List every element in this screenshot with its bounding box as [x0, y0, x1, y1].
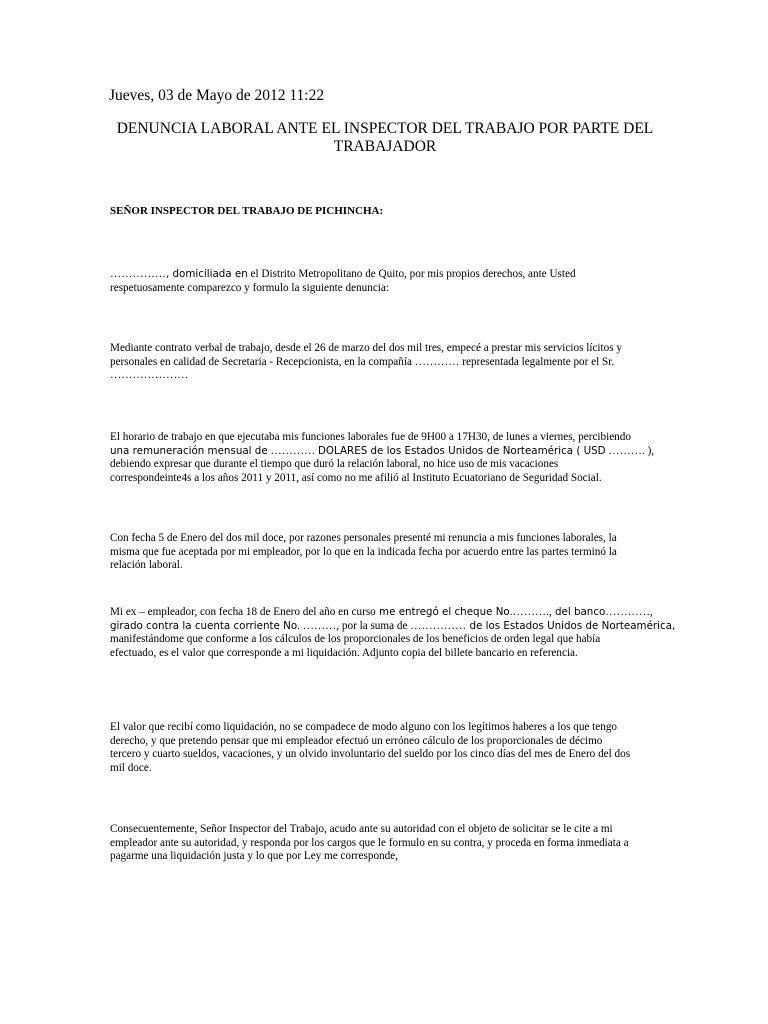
text-line: efectuado, es el valor que corresponde a mi liquidación. Adjunto copia del billete bancario en referencia. [110, 646, 578, 659]
blank-placeholder: ………… [267, 444, 318, 457]
text-line [110, 619, 676, 634]
text-line: derecho, y que pretendo pensar que mi empleador efectuó un erróneo cálculo de los proporcionales de décimo [110, 734, 603, 747]
text-line: Mediante contrato verbal de trabajo, desde el 26 de marzo del dos mil tres, empecé a prestar mis servicios lícitos y [110, 342, 622, 354]
blank-placeholder: . ………, por la suma de …………… [297, 619, 467, 632]
title-line-1: DENUNCIA LABORAL ANTE EL INSPECTOR DEL TRABAJO POR PARTE DEL [116, 120, 654, 137]
text-line: mil doce. [110, 761, 152, 774]
blank-placeholder: …………… [110, 268, 166, 280]
text-line [110, 606, 670, 620]
date-line: Jueves, 03 de Mayo de 2012 11:22 [109, 87, 325, 104]
text-line: tercero y cuarto sueldos, vacaciones, y un olvido involuntario del sueldo por los cinco días del mes de Enero del dos [110, 748, 631, 761]
text-line: personales en calidad de Secretaria - Recepcionista, en la compañía ………… representada legalmente por el Sr. [110, 355, 615, 368]
text-line: debiendo expresar que durante el tiempo que duró la relación laboral, no hice uso de mis vacaciones [110, 458, 559, 471]
text-segment: del banco [551, 606, 606, 618]
text-line [110, 445, 670, 459]
paragraph-resignation [110, 532, 670, 573]
text-line: manifestándome que conforme a los cálculos de los proporcionales de los beneficios de orden legal que había [110, 633, 601, 646]
title-line-2: TRABAJADOR [333, 137, 437, 155]
text-segment: de los Estados Unidos de Norteamérica, [466, 619, 676, 632]
paragraph-claim [110, 721, 670, 775]
text-line: ………………… [110, 369, 189, 382]
text-line: relación laboral. [110, 559, 183, 572]
text-segment: una remuneración mensual de [110, 444, 268, 457]
paragraph-cheque [110, 606, 676, 660]
text-segment: me entregó el cheque No [375, 606, 510, 618]
paragraph-appearance [110, 268, 670, 295]
paragraph-contract [110, 342, 670, 383]
text-line: respetuosamente comparezco y formulo la siguiente denuncia: [110, 281, 389, 294]
text-segment: DOLARES de los Estados Unidos de Norteamérica ( USD [318, 444, 606, 457]
text-line: Consecuentemente, Señor Inspector del Trabajo, acudo ante su autoridad con el objeto de solicitar se le cite a mi [110, 823, 613, 835]
text-segment: , domiciliada en [165, 268, 248, 280]
document-title [110, 120, 660, 155]
salutation: SEÑOR INSPECTOR DEL TRABAJO DE PICHINCHA: [110, 205, 384, 217]
blank-placeholder: .………., [509, 606, 552, 618]
text-line: Con fecha 5 de Enero del dos mil doce, por razones personales presenté mi renuncia a mis funciones laborales, la [110, 532, 617, 544]
text-line: pagarme una liquidación justa y lo que por Ley me corresponde, [110, 850, 398, 863]
paragraph-request [110, 823, 670, 864]
text-segment: el Distrito Metropolitano de Quito, por mis propios derechos, ante Usted [247, 268, 576, 280]
blank-placeholder: …………, [605, 606, 653, 618]
paragraph-schedule [110, 431, 670, 485]
text-line: El horario de trabajo en que ejecutaba mis funciones laborales fue de 9H00 a 17H30, de lunes a viernes, percibiendo [110, 431, 631, 443]
blank-placeholder: ………. ), [605, 444, 655, 457]
text-segment: girado contra la cuenta corriente No [110, 619, 298, 632]
text-line: misma que fue aceptada por mi empleador, por lo que en la indicada fecha por acuerdo entre las partes terminó la [110, 545, 617, 558]
text-line: empleador ante su autoridad, y responda por los cargos que le formulo en su contra, y proceda en forma inmediata a [110, 836, 629, 849]
text-line: El valor que recibí como liquidación, no se compadece de modo alguno con los legítimos haberes a los que tengo [110, 721, 618, 733]
text-segment: Mi ex – empleador, con fecha 18 de Enero del año en curso [110, 606, 376, 618]
text-line [110, 268, 670, 282]
text-line: correspondeinte4s a los años 2011 y 2011, así como no me afilió al Instituto Ecuatoriano de Seguridad Social. [110, 471, 602, 484]
